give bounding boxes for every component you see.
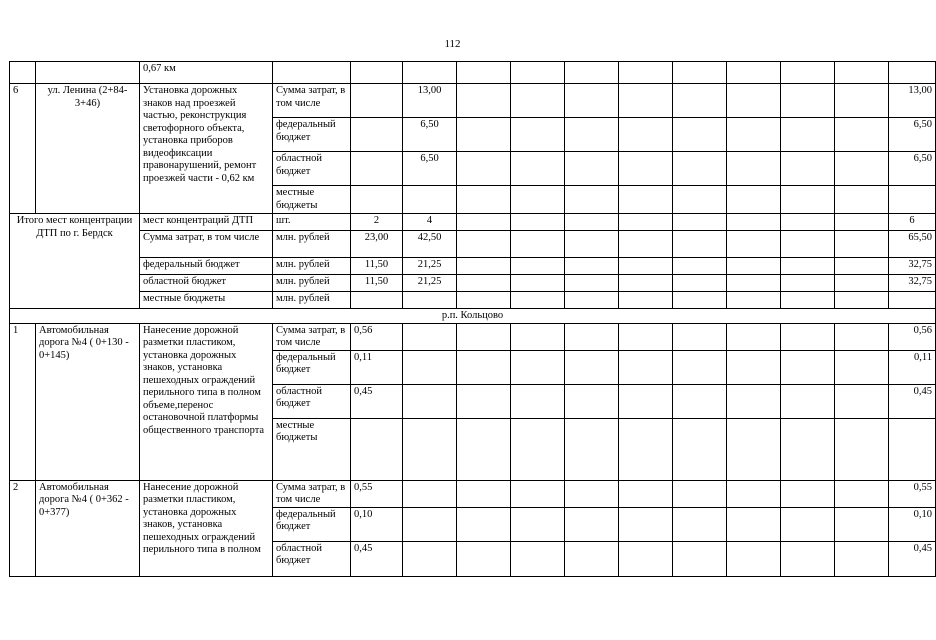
page-number: 112 [444,38,461,50]
value-cell: 0,55 [351,480,403,507]
total-cell: 0,45 [889,541,936,576]
total-cell: 6,50 [889,152,936,186]
value-cell: 42,50 [403,231,457,258]
cost-label: федеральный бюджет [273,507,351,541]
value-cell: 6,50 [403,118,457,152]
total-cell: 0,45 [889,384,936,418]
cost-label: федеральный бюджет [273,118,351,152]
cost-label: областной бюджет [273,152,351,186]
cost-label: федеральный бюджет [273,350,351,384]
total-cell: 6,50 [889,118,936,152]
value-cell: 2 [351,214,403,231]
section-title: р.п. Кольцово [10,309,936,324]
object-name: Автомобильная дорога №4 ( 0+130 - 0+145) [36,323,140,480]
budget-table [9,61,936,577]
total-cell [889,186,936,214]
table-row [10,309,936,324]
table-row [10,480,936,507]
value-cell: 0,45 [351,541,403,576]
work-description: Установка дорожных знаков над проезжей частью, реконструкция светофорного объекта, установка приборов видеофиксации правонарушений, ремонт проезжей части - 0,62 км [140,84,273,214]
value-cell: 11,50 [351,275,403,292]
total-cell: 32,75 [889,258,936,275]
total-cell: 0,55 [889,480,936,507]
summary-row-label: мест концентраций ДТП [140,214,273,231]
table-row [10,231,936,258]
cost-label: местные бюджеты [273,186,351,214]
unit-cell: млн. рублей [273,292,351,309]
total-cell: 0,56 [889,323,936,350]
value-cell: 0,45 [351,384,403,418]
table-row [10,214,936,231]
value-cell: 0,56 [351,323,403,350]
value-cell: 13,00 [403,84,457,118]
summary-label: Итого мест концентрации ДТП по г. Бердск [10,214,140,309]
table-row [10,275,936,292]
cost-label: Сумма затрат, в том числе [273,84,351,118]
value-cell: 0,10 [351,507,403,541]
table-row [10,323,936,350]
table-row [10,258,936,275]
value-cell: 11,50 [351,258,403,275]
object-name: Автомобильная дорога №4 ( 0+362 - 0+377) [36,480,140,576]
total-cell: 32,75 [889,275,936,292]
unit-cell: млн. рублей [273,231,351,258]
total-cell: 13,00 [889,84,936,118]
row-number: 6 [10,84,36,214]
cost-label: Сумма затрат, в том числе [273,480,351,507]
object-name: ул. Ленина (2+84-3+46) [36,84,140,214]
total-cell [889,418,936,480]
total-cell [889,292,936,309]
cost-label: областной бюджет [273,541,351,576]
value-cell: 0,11 [351,350,403,384]
total-cell: 0,11 [889,350,936,384]
value-cell: 4 [403,214,457,231]
object-continuation: 0,67 км [140,62,273,84]
cost-label: областной бюджет [273,384,351,418]
work-description: Нанесение дорожной разметки пластиком, установка дорожных знаков, установка пешеходных ограждений перильного типа в полном объеме,перенос остановочной платформы общественного транспорта [140,323,273,480]
table-row [10,62,936,84]
summary-row-label: федеральный бюджет [140,258,273,275]
cost-label: местные бюджеты [273,418,351,480]
unit-cell: млн. рублей [273,275,351,292]
row-number: 2 [10,480,36,576]
total-cell: 65,50 [889,231,936,258]
total-cell: 6 [889,214,936,231]
cost-label: Сумма затрат, в том числе [273,323,351,350]
row-number: 1 [10,323,36,480]
value-cell: 6,50 [403,152,457,186]
summary-row-label: Сумма затрат, в том числе [140,231,273,258]
table-row [10,84,936,118]
table-row [10,292,936,309]
summary-row-label: областной бюджет [140,275,273,292]
value-cell: 23,00 [351,231,403,258]
value-cell: 21,25 [403,258,457,275]
unit-cell: шт. [273,214,351,231]
work-description: Нанесение дорожной разметки пластиком, установка дорожных знаков, установка пешеходных ограждений перильного типа в полном [140,480,273,576]
unit-cell: млн. рублей [273,258,351,275]
total-cell: 0,10 [889,507,936,541]
value-cell: 21,25 [403,275,457,292]
summary-row-label: местные бюджеты [140,292,273,309]
